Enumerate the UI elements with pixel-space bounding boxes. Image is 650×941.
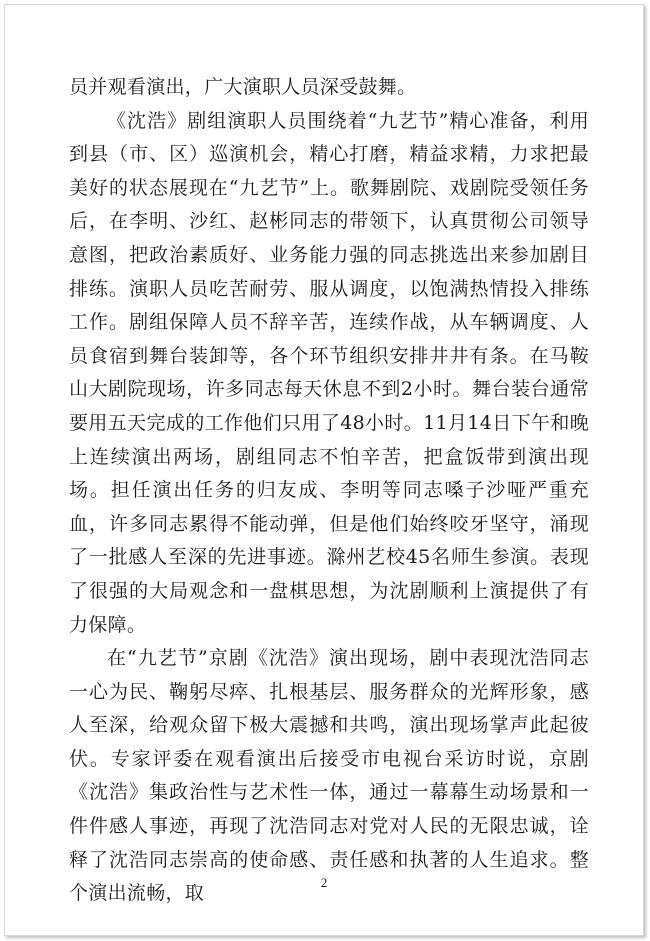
paragraph-rehearsal: 《沈浩》剧组演职人员围绕着“九艺节”精心准备，利用到县（市、区）巡演机会，精心打磨，精益求精，力求把最美好的状态展现在“九艺节”上。歌舞剧院、戏剧院受领任务后，在李明、沙红、赵彬同志的带领下，认真贯彻公司领导意图，把政治素质好、业务能力强的同志挑选出来参加剧目排练。演职人员吃苦耐劳、服从调度，以饱满热情投入排练工作。剧组保障人员不辞辛苦，连续作战，从车辆调度、人员食宿到舞台装卸等，各个环节组织安排井井有条。在马鞍山大剧院现场，许多同志每天休息不到2小时。舞台装台通常要用五天完成的工作他们只用了48小时。11月14日下午和晚上连续演出两场，剧组同志不怕辛苦，把盒饭带到演出现场。担任演出任务的归友成、李明等同志嗓子沙哑严重充血，许多同志累得不能动弹，但是他们始终咬牙坚守，涌现了一批感人至深的先进事迹。滁州艺校45名师生参演。表现了很强的大局观念和一盘棋思想，为沈剧顺利上演提供了有力保障。 (69, 109, 589, 636)
paragraph-performance: 在“九艺节”京剧《沈浩》演出现场，剧中表现沈浩同志一心为民、鞠躬尽瘁、扎根基层、服务群众的光辉形象，感人至深，给观众留下极大震撼和共鸣，演出现场掌声此起彼伏。专家评委在观看演出后接受市电视台采访时说，京剧《沈浩》集政治性与艺术性一体，通过一幕幕生动场景和一件件感人事迹，再现了沈浩同志对党对人民的无限忠诚，诠释了沈浩同志崇高的使命感、责任感和执著的人生追求。整个演出流畅，取 (69, 647, 589, 905)
paragraph-continuation: 员并观看演出，广大演职人员深受鼓舞。 (69, 76, 417, 98)
page-number: 2 (320, 875, 328, 890)
document-page (4, 4, 644, 936)
document-body (69, 71, 589, 911)
